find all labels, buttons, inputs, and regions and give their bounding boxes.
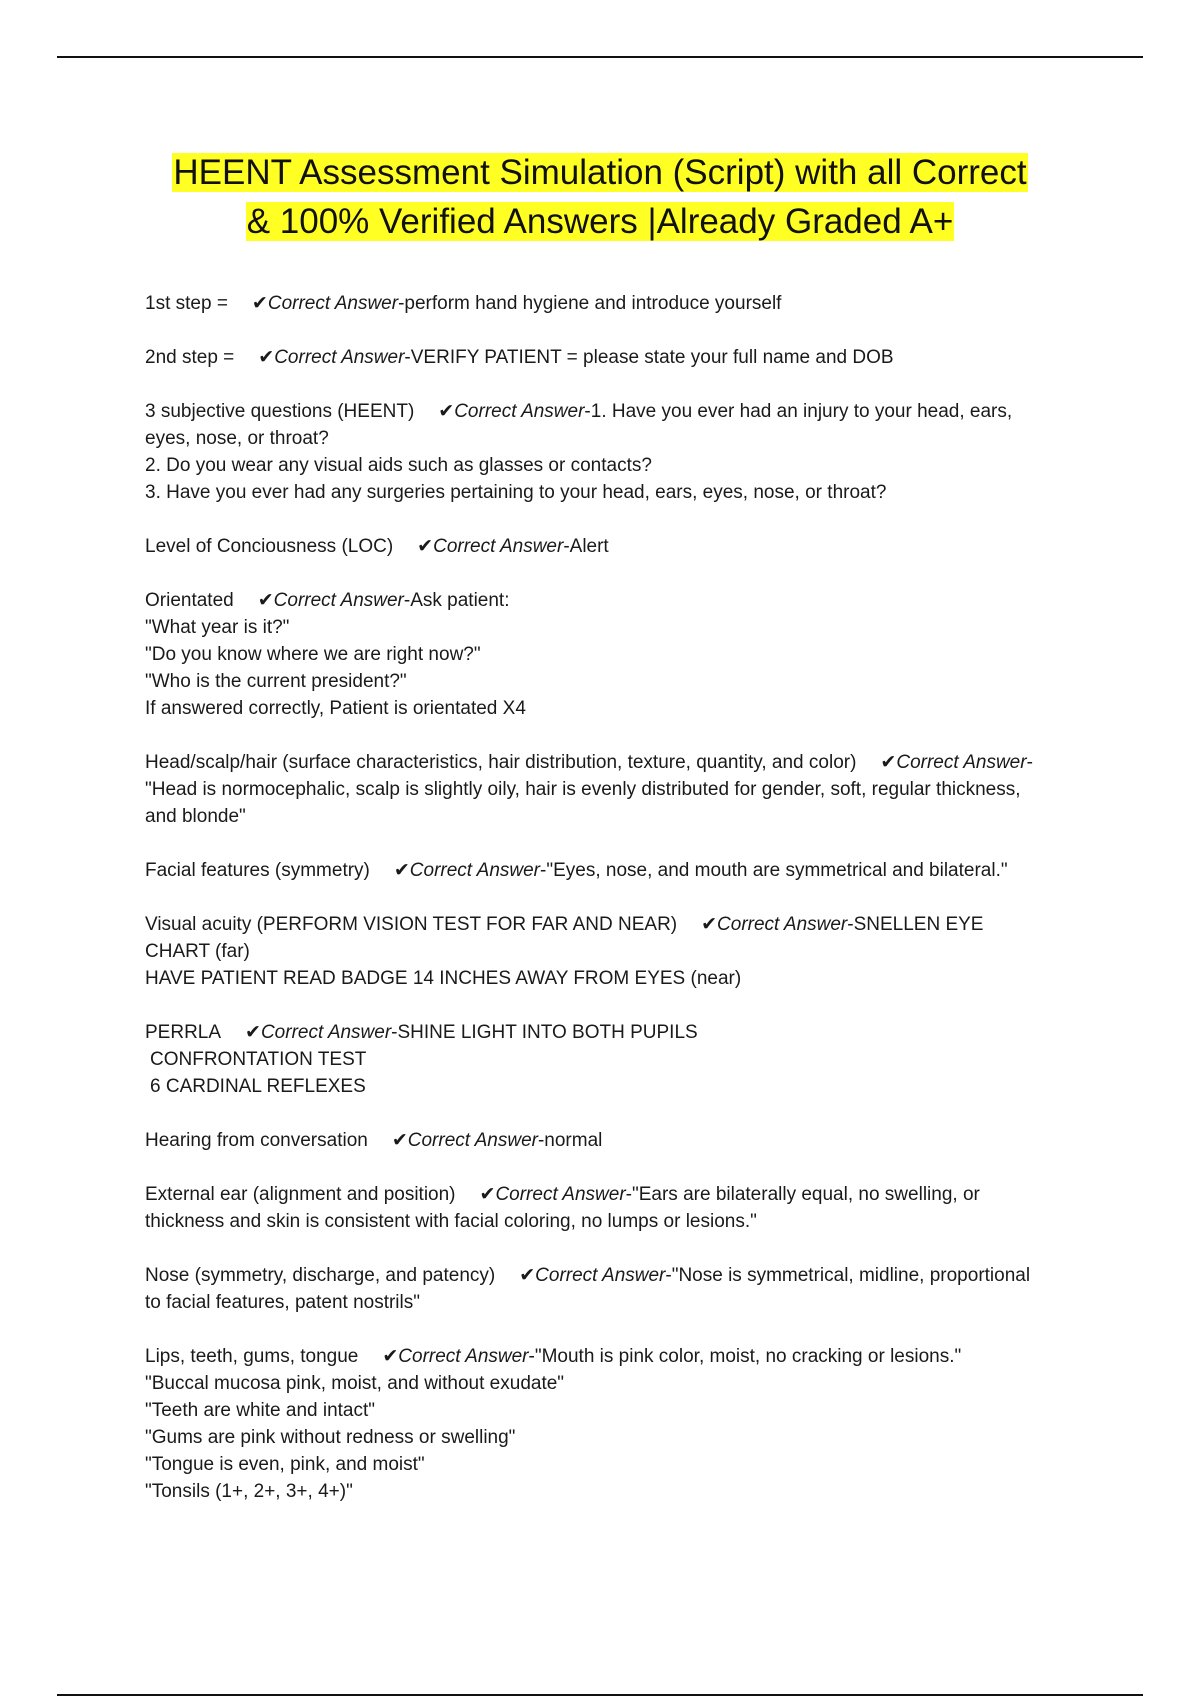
qa-first-line — [145, 1262, 1050, 1316]
qa-first-line — [145, 1127, 1050, 1154]
check-mark-icon: ✔ — [393, 860, 410, 881]
correct-answer-label: Correct Answer — [535, 1265, 666, 1286]
answer-continuation-line: "What year is it?" — [145, 617, 290, 638]
answer-text: -"Ears are bilaterally equal, no swelling, or thickness and skin is consistent with facial coloring, no lumps or lesions." — [145, 1184, 980, 1232]
qa-first-line — [145, 290, 1050, 317]
title-line-2: & 100% Verified Answers |Already Graded A+ — [246, 202, 954, 241]
answer-text: -normal — [537, 1130, 603, 1151]
qa-entry — [145, 857, 1050, 884]
answer-text: -1. Have you ever had an injury to your head, ears, eyes, nose, or throat? — [145, 401, 1013, 449]
check-mark-icon: ✔ — [257, 590, 274, 611]
answer-text: -Ask patient: — [403, 590, 510, 611]
answer-continuation-line: HAVE PATIENT READ BADGE 14 INCHES AWAY FROM EYES (near) — [145, 968, 742, 989]
qa-entry — [145, 1343, 1050, 1505]
correct-answer-label: Correct Answer — [495, 1184, 626, 1205]
document-title — [0, 148, 1200, 246]
correct-answer-label: Correct Answer — [273, 590, 404, 611]
correct-answer-label: Correct Answer — [260, 1022, 392, 1043]
correct-answer-label: Correct Answer — [409, 860, 541, 881]
answer-continuation-line: "Buccal mucosa pink, moist, and without exudate" — [145, 1373, 565, 1394]
correct-answer-label: Correct Answer — [433, 536, 564, 557]
check-mark-icon: ✔ — [438, 401, 455, 422]
question-text: Lips, teeth, gums, tongue — [145, 1346, 359, 1367]
correct-answer-label: Correct Answer — [896, 752, 1027, 773]
answer-continuation-line: 6 CARDINAL REFLEXES — [150, 1076, 366, 1097]
question-text: 1st step = — [145, 293, 228, 314]
qa-entry — [145, 290, 1050, 317]
question-text: Nose (symmetry, discharge, and patency) — [145, 1265, 496, 1286]
qa-first-line — [145, 1343, 1050, 1370]
question-text: PERRLA — [145, 1022, 222, 1043]
qa-entry — [145, 1127, 1050, 1154]
answer-text: -"Nose is symmetrical, midline, proportional to facial features, patent nostrils" — [145, 1265, 1031, 1313]
answer-text: -"Eyes, nose, and mouth are symmetrical and bilateral." — [540, 860, 1008, 881]
qa-entry — [145, 1181, 1050, 1235]
answer-continuation-line: If answered correctly, Patient is orientated X4 — [145, 698, 526, 719]
question-text: External ear (alignment and position) — [145, 1184, 456, 1205]
qa-entry — [145, 1019, 1050, 1100]
check-mark-icon: ✔ — [479, 1184, 496, 1205]
question-text: 2nd step = — [145, 347, 235, 368]
question-text: Head/scalp/hair (surface characteristics, hair distribution, texture, quantity, and color) — [145, 752, 857, 773]
correct-answer-label: Correct Answer — [267, 293, 399, 314]
qa-first-line — [145, 587, 1050, 614]
bottom-rule — [57, 1694, 1143, 1696]
qa-first-line — [145, 1019, 1050, 1046]
qa-entry — [145, 398, 1050, 506]
answer-text: -perform hand hygiene and introduce yourself — [398, 293, 782, 314]
qa-entry — [145, 911, 1050, 992]
answer-continuation-line: "Do you know where we are right now?" — [145, 644, 481, 665]
correct-answer-label: Correct Answer — [274, 347, 405, 368]
check-mark-icon: ✔ — [391, 1130, 408, 1151]
question-text: Level of Conciousness (LOC) — [145, 536, 394, 557]
qa-entry — [145, 749, 1050, 830]
answer-continuation-line: "Who is the current president?" — [145, 671, 407, 692]
answer-continuation-line: "Teeth are white and intact" — [145, 1400, 376, 1421]
qa-first-line — [145, 533, 1050, 560]
check-mark-icon: ✔ — [251, 293, 268, 314]
answer-text: -"Mouth is pink color, moist, no cracking or lesions." — [528, 1346, 962, 1367]
correct-answer-label: Correct Answer — [407, 1130, 538, 1151]
check-mark-icon: ✔ — [519, 1265, 536, 1286]
answer-continuation-line: 3. Have you ever had any surgeries pertaining to your head, ears, eyes, nose, or throat? — [145, 482, 887, 503]
answer-text: -Alert — [563, 536, 609, 557]
correct-answer-label: Correct Answer — [717, 914, 848, 935]
check-mark-icon: ✔ — [258, 347, 275, 368]
qa-first-line — [145, 749, 1050, 830]
check-mark-icon: ✔ — [880, 752, 897, 773]
question-text: 3 subjective questions (HEENT) — [145, 401, 415, 422]
title-line-1: HEENT Assessment Simulation (Script) with all Correct — [173, 153, 1027, 192]
qa-first-line — [145, 344, 1050, 371]
top-rule — [57, 56, 1143, 58]
check-mark-icon: ✔ — [245, 1022, 261, 1043]
answer-continuation-line: "Tonsils (1+, 2+, 3+, 4+)" — [145, 1481, 353, 1502]
check-mark-icon: ✔ — [382, 1346, 399, 1367]
check-mark-icon: ✔ — [417, 536, 434, 557]
answer-continuation-line: "Gums are pink without redness or swelling" — [145, 1427, 516, 1448]
answer-text: -SHINE LIGHT INTO BOTH PUPILS — [391, 1022, 698, 1043]
answer-continuation-line: 2. Do you wear any visual aids such as glasses or contacts? — [145, 455, 652, 476]
answer-continuation-line: "Tongue is even, pink, and moist" — [145, 1454, 425, 1475]
answer-text: -"Head is normocephalic, scalp is slightly oily, hair is evenly distributed for gender, soft, regular thickness, and blonde" — [145, 752, 1033, 827]
qa-first-line — [145, 398, 1050, 452]
correct-answer-label: Correct Answer — [398, 1346, 529, 1367]
question-text: Visual acuity (PERFORM VISION TEST FOR FAR AND NEAR) — [145, 914, 678, 935]
qa-list — [145, 290, 1050, 1532]
question-text: Facial features (symmetry) — [145, 860, 370, 881]
answer-text: -SNELLEN EYE CHART (far) — [145, 914, 984, 962]
qa-entry — [145, 344, 1050, 371]
qa-first-line — [145, 1181, 1050, 1235]
qa-entry — [145, 1262, 1050, 1316]
answer-text: -VERIFY PATIENT = please state your full name and DOB — [404, 347, 894, 368]
qa-entry — [145, 533, 1050, 560]
qa-entry — [145, 587, 1050, 722]
answer-continuation-line: CONFRONTATION TEST — [150, 1049, 367, 1070]
question-text: Hearing from conversation — [145, 1130, 368, 1151]
question-text: Orientated — [145, 590, 234, 611]
correct-answer-label: Correct Answer — [454, 401, 585, 422]
check-mark-icon: ✔ — [701, 914, 718, 935]
qa-first-line — [145, 857, 1050, 884]
qa-first-line — [145, 911, 1050, 965]
